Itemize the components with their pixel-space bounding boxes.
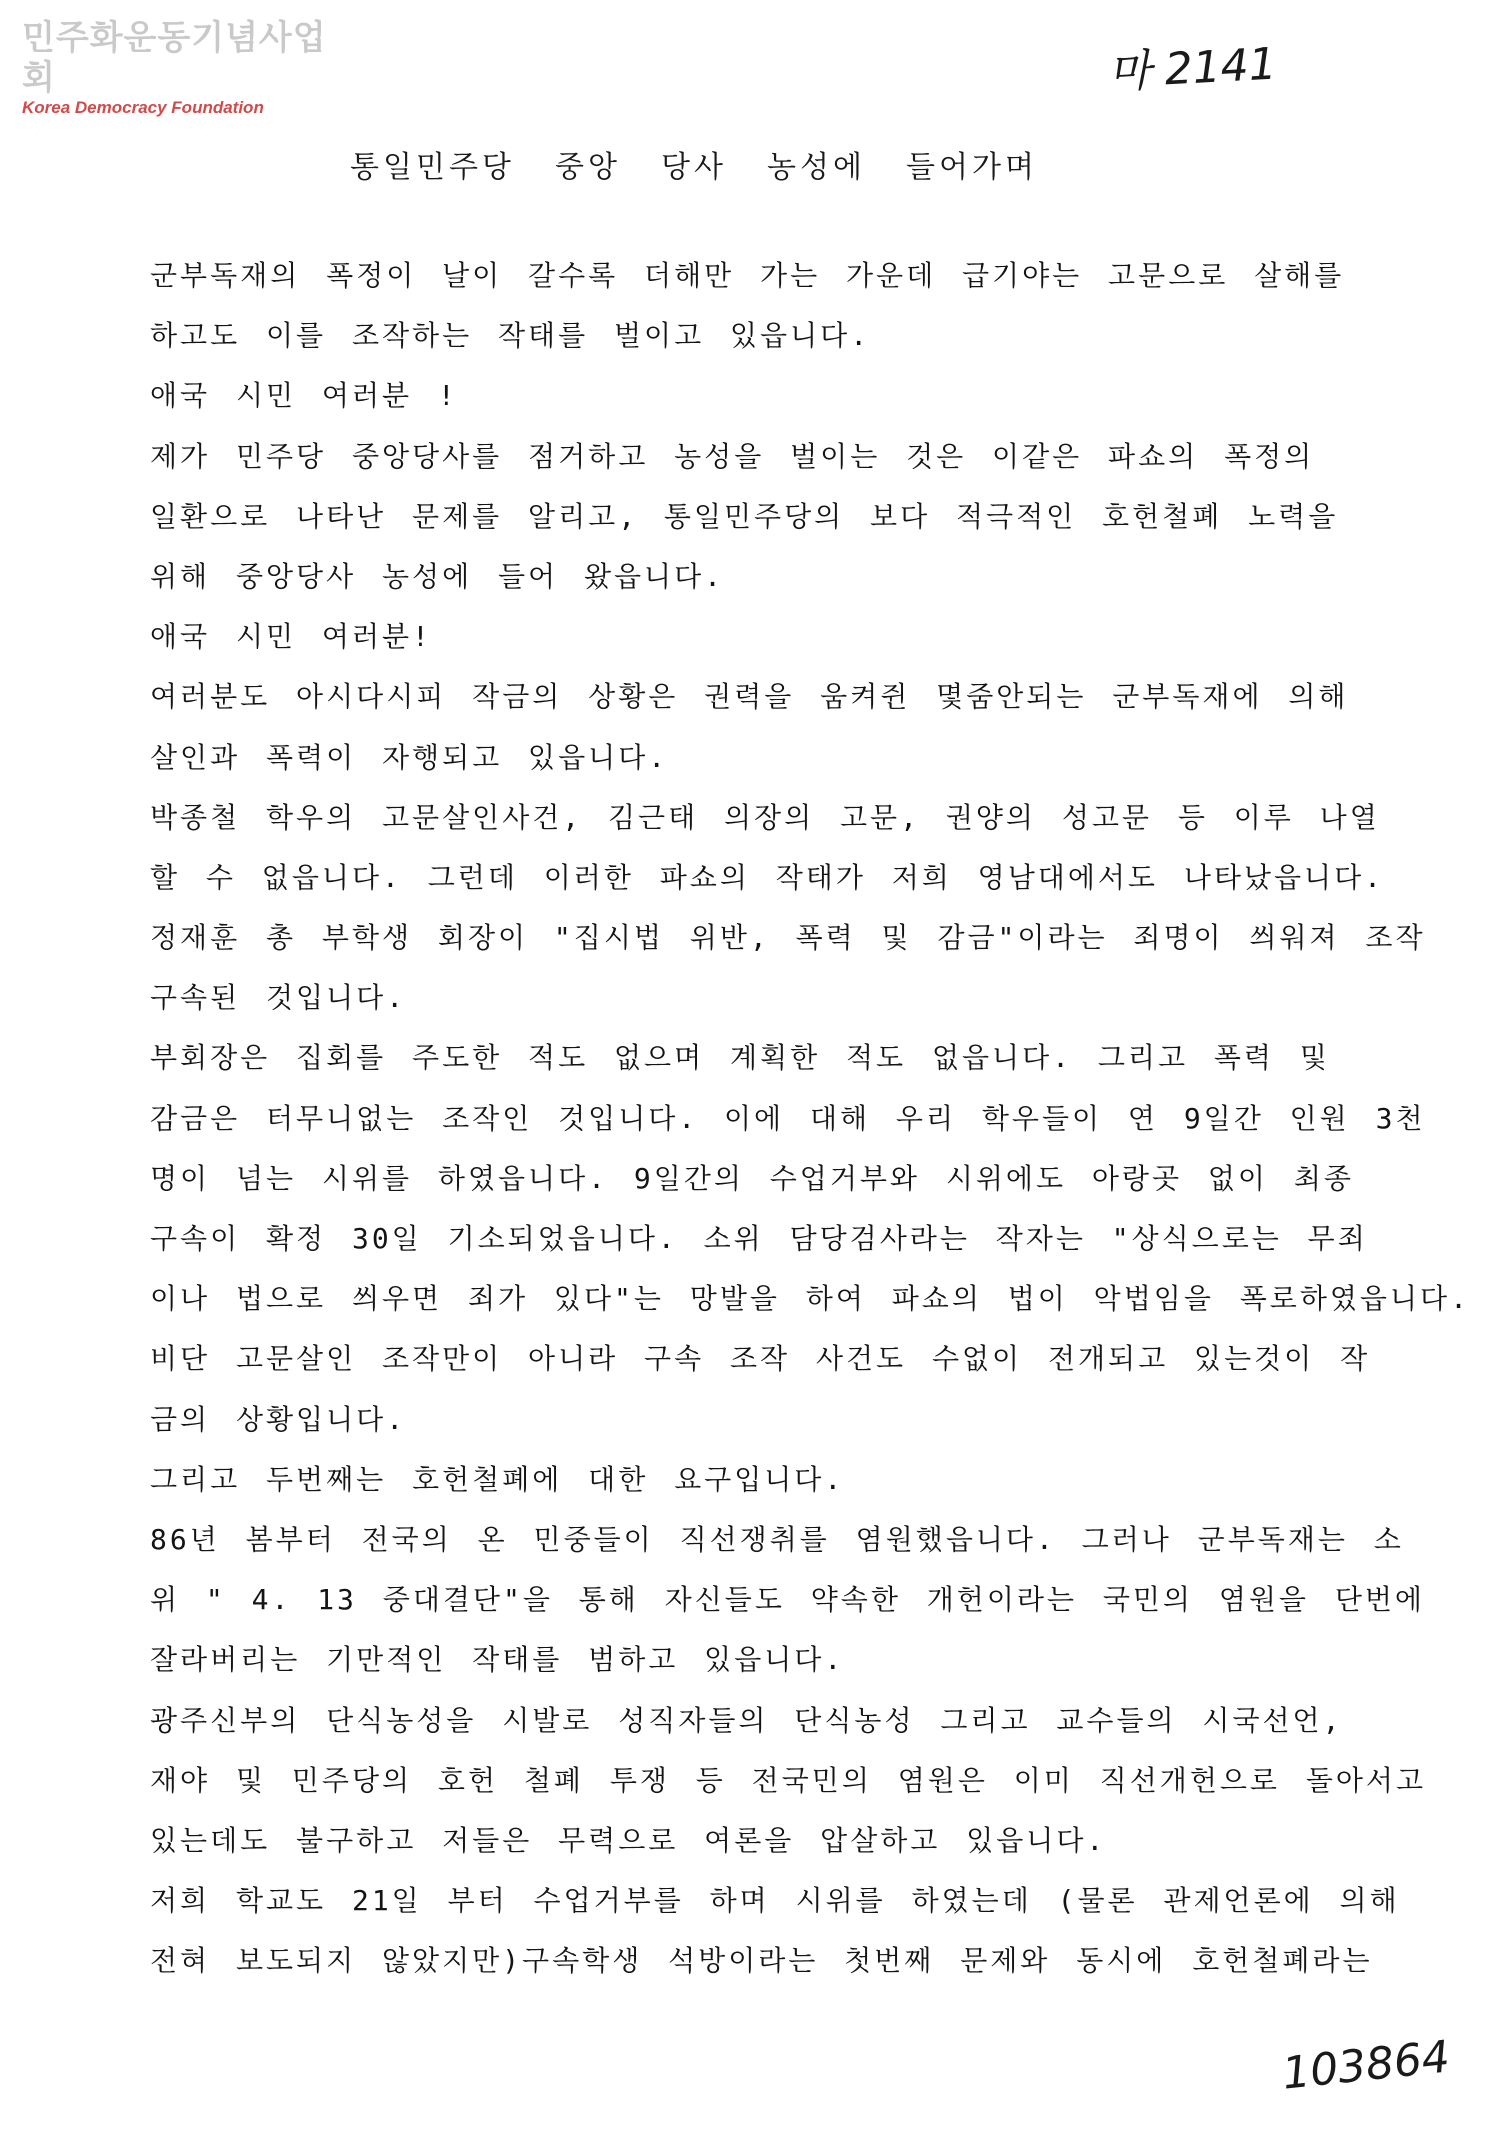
text-line: 있는데도 불구하고 저들은 무력으로 여론을 압살하고 있읍니다. [150,1823,1107,1857]
text-line: 금의 상황입니다. [150,1402,407,1436]
text-line: 감금은 터무니없는 조작인 것입니다. 이에 대해 우리 학우들이 연 9일간 인원 3천 [150,1101,1426,1135]
foundation-watermark [22,18,332,118]
text-line: 제가 민주당 중앙당사를 점거하고 농성을 벌이는 것은 이같은 파쇼의 폭정의 [150,439,1315,473]
text-line: 전혀 보도되지 않았지만)구속학생 석방이라는 첫번째 문제와 동시에 호헌철폐라는 [150,1944,1373,1978]
text-line: 정재훈 총 부학생 회장이 "집시법 위반, 폭력 및 감금"이라는 죄명이 씌워져 조작 [150,921,1426,955]
watermark-korean: 민주화운동기념사업회 [22,18,327,98]
text-line: 할 수 없읍니다. 그런데 이러한 파쇼의 작태가 저희 영남대에서도 나타났읍니다. [150,860,1384,894]
text-line: 박종철 학우의 고문살인사건, 김근태 의장의 고문, 권양의 성고문 등 이루 나열 [150,800,1380,834]
text-line: 광주신부의 단식농성을 시발로 성직자들의 단식농성 그리고 교수들의 시국선언, [150,1703,1343,1737]
document-body [150,246,1470,1991]
text-line: 이나 법으로 씌우면 죄가 있다"는 망발을 하여 파쇼의 법이 악법임을 폭로하였읍니다. [150,1282,1470,1316]
text-line: 86년 봄부터 전국의 온 민중들이 직선쟁취를 염원했읍니다. 그러나 군부독재는 소 [150,1522,1404,1556]
text-line: 일환으로 나타난 문제를 알리고, 통일민주당의 보다 적극적인 호헌철폐 노력을 [150,499,1339,533]
text-line: 하고도 이를 조작하는 작태를 벌이고 있읍니다. [150,319,871,353]
text-line: 잘라버리는 기만적인 작태를 범하고 있읍니다. [150,1643,845,1677]
text-line: 군부독재의 폭정이 날이 갈수록 더해만 가는 가운데 급기야는 고문으로 살해를 [150,259,1345,292]
text-line: 애국 시민 여러분 ! [150,379,458,413]
document-title: 통일민주당 중앙 당사 농성에 들어가며 [350,150,1038,185]
text-line: 위해 중앙당사 농성에 들어 왔읍니다. [150,559,725,593]
text-line: 재야 및 민주당의 호헌 철폐 투쟁 등 전국민의 염원은 이미 직선개헌으로 돌아서고 [150,1763,1427,1797]
text-line: 살인과 폭력이 자행되고 있읍니다. [150,740,669,774]
text-line: 구속이 확정 30일 기소되었읍니다. 소위 담당검사라는 작자는 "상식으로는 무죄 [150,1222,1368,1255]
text-line: 저희 학교도 21일 부터 수업거부를 하며 시위를 하였는데 (물론 관제언론에 의해 [150,1884,1400,1918]
archive-number: 마 2141 [1107,38,1278,99]
text-line: 명이 넘는 시위를 하였읍니다. 9일간의 수업거부와 시위에도 아랑곳 없이 최종 [150,1161,1354,1195]
watermark-english: Korea Democracy Foundation [22,98,264,117]
text-line: 부회장은 집회를 주도한 적도 없으며 계획한 적도 없읍니다. 그리고 폭력 및 [150,1041,1330,1075]
text-line: 위 " 4. 13 중대결단"을 통해 자신들도 약속한 개헌이라는 국민의 염원을 단번에 [150,1583,1425,1617]
text-line: 구속된 것입니다. [150,981,407,1015]
text-line: 애국 시민 여러분! [150,620,432,654]
text-line: 그리고 두번째는 호헌철폐에 대한 요구입니다. [150,1462,845,1496]
page-number: 103864 [1279,2031,1453,2100]
text-line: 여러분도 아시다시피 작금의 상황은 권력을 움켜쥔 몇줌안되는 군부독재에 의해 [150,680,1349,714]
text-line: 비단 고문살인 조작만이 아니라 구속 조작 사건도 수없이 전개되고 있는것이 작 [150,1342,1371,1376]
